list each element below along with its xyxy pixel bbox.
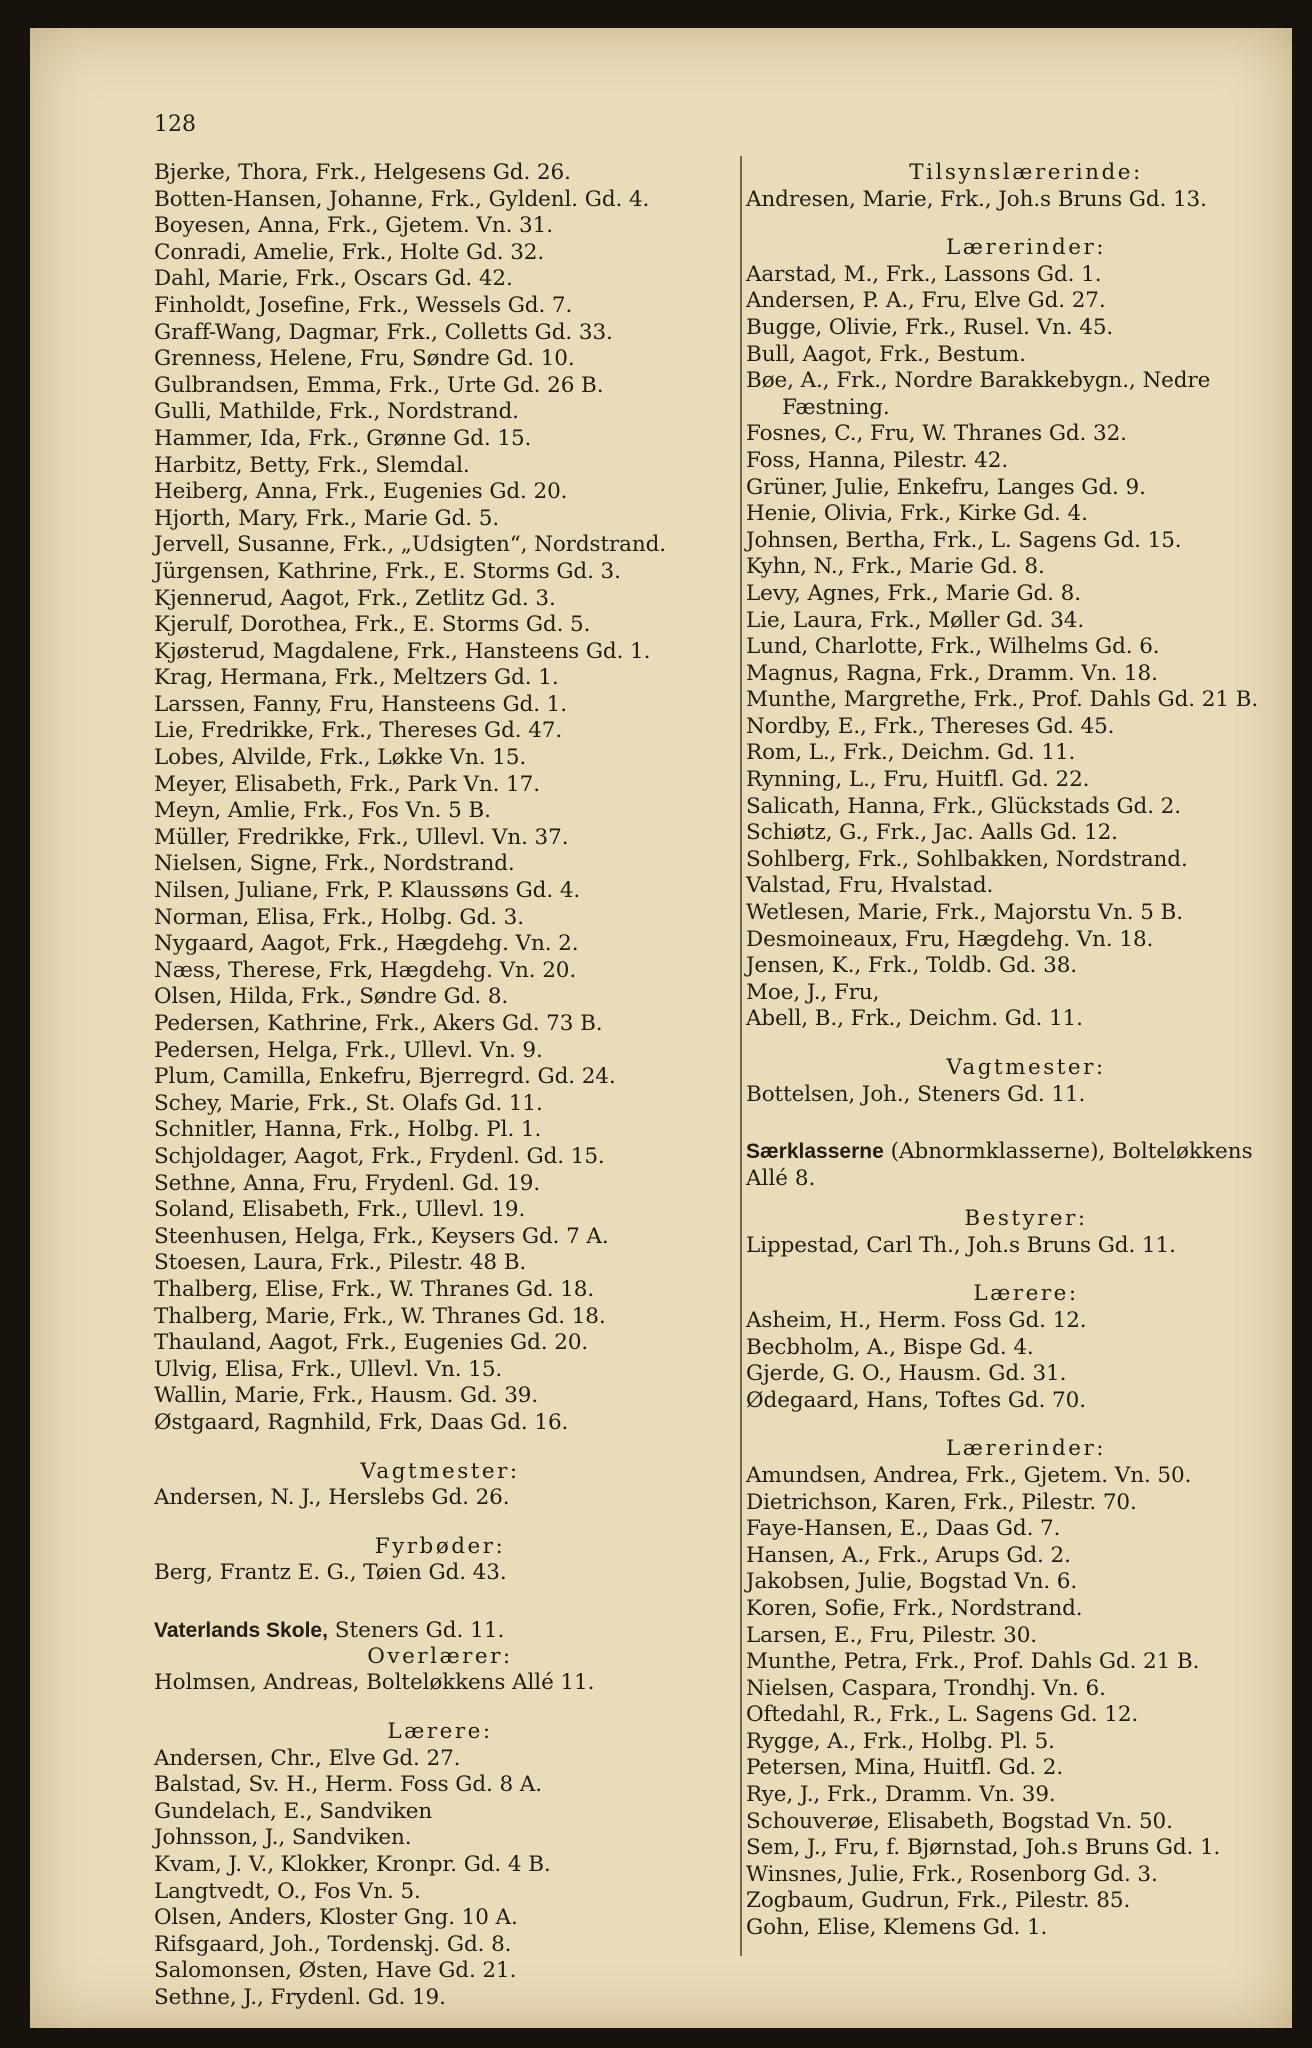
list-item-continuation-line xyxy=(746,395,1306,422)
list-item: Nielsen, Caspara, Trondhj. Vn. 6. xyxy=(746,1675,1106,1701)
list-item: Schey, Marie, Frk., St. Olafs Gd. 11. xyxy=(154,1090,543,1116)
list-item: Bjerke, Thora, Frk., Helgesens Gd. 26. xyxy=(154,160,571,185)
list-item: Dahl, Marie, Frk., Oscars Gd. 42. xyxy=(154,266,513,292)
list-item: Fosnes, C., Fru, W. Thranes Gd. 32. xyxy=(746,421,1127,447)
list-item: Lobes, Alvilde, Frk., Løkke Vn. 15. xyxy=(154,745,527,771)
list-item: Østgaard, Ragnhild, Frk, Daas Gd. 16. xyxy=(154,1409,569,1435)
page-number: 128 xyxy=(154,112,196,137)
list-item: Hansen, A., Frk., Arups Gd. 2. xyxy=(746,1542,1071,1568)
section-heading-fyrboder: Fyrbøder: xyxy=(374,1533,506,1559)
laerere-list xyxy=(154,1746,726,2012)
list-item: Thauland, Aagot, Frk., Eugenies Gd. 20. xyxy=(154,1330,589,1356)
list-item: Nordby, E., Frk., Thereses Gd. 45. xyxy=(746,713,1115,739)
list-item: Foss, Hanna, Pilestr. 42. xyxy=(746,447,1009,473)
list-item: Plum, Camilla, Enkefru, Bjerregrd. Gd. 24. xyxy=(154,1064,616,1090)
list-item: Boyesen, Anna, Frk., Gjetem. Vn. 31. xyxy=(154,213,553,239)
list-item: Meyn, Amlie, Frk., Fos Vn. 5 B. xyxy=(154,798,491,824)
list-item: Becbholm, A., Bispe Gd. 4. xyxy=(746,1334,1034,1360)
list-item: Sethne, J., Frydenl. Gd. 19. xyxy=(154,1985,446,2010)
list-item: Olsen, Hilda, Frk., Søndre Gd. 8. xyxy=(154,984,509,1010)
list-item: Rye, J., Frk., Dramm. Vn. 39. xyxy=(746,1782,1056,1808)
laererinder2-list xyxy=(746,1463,1306,1942)
school-name: Vaterlands Skole, xyxy=(154,1618,328,1642)
list-item: Wetlesen, Marie, Frk., Majorstu Vn. 5 B. xyxy=(746,900,1183,926)
section-heading-laererinder: Lærerinder: xyxy=(946,235,1106,261)
list-item: Heiberg, Anna, Frk., Eugenies Gd. 20. xyxy=(154,479,568,505)
laererinder-list xyxy=(746,262,1306,1033)
list-item: Norman, Elisa, Frk., Holbg. Gd. 3. xyxy=(154,904,524,930)
section-heading-laerere: Lærere: xyxy=(387,1719,493,1745)
list-item: Berg, Frantz E. G., Tøien Gd. 43. xyxy=(154,1560,507,1586)
list-item: Asheim, H., Herm. Foss Gd. 12. xyxy=(746,1307,1087,1333)
list-item: Holmsen, Andreas, Bolteløkkens Allé 11. xyxy=(154,1670,595,1696)
list-item: Lie, Laura, Frk., Møller Gd. 34. xyxy=(746,607,1085,633)
list-item: Sohlberg, Frk., Sohlbakken, Nordstrand. xyxy=(746,846,1188,872)
list-item: Kjerulf, Dorothea, Frk., E. Storms Gd. 5. xyxy=(154,612,591,638)
list-item: Müller, Fredrikke, Frk., Ullevl. Vn. 37. xyxy=(154,824,569,850)
list-item: Levy, Agnes, Frk., Marie Gd. 8. xyxy=(746,580,1081,606)
list-item: Nilsen, Juliane, Frk, P. Klaussøns Gd. 4. xyxy=(154,878,581,904)
school-address-line1: (Abnormklasserne), Bolteløkkens xyxy=(883,1139,1253,1165)
list-item: Lippestad, Carl Th., Joh.s Bruns Gd. 11. xyxy=(746,1232,1176,1258)
list-item: Aarstad, M., Frk., Lassons Gd. 1. xyxy=(746,261,1102,287)
right-column xyxy=(746,160,1306,1942)
list-item: Langtvedt, O., Fos Vn. 5. xyxy=(154,1878,421,1904)
list-item: Bull, Aagot, Frk., Bestum. xyxy=(746,341,1026,367)
list-item: Gundelach, E., Sandviken xyxy=(154,1798,433,1824)
list-item: Desmoineaux, Fru, Hægdehg. Vn. 18. xyxy=(746,926,1154,952)
school-address: Steners Gd. 11. xyxy=(327,1617,505,1643)
list-item: Dietrichson, Karen, Frk., Pilestr. 70. xyxy=(746,1489,1137,1515)
section-heading-laerere-right: Lærere: xyxy=(973,1281,1079,1307)
list-item: Lund, Charlotte, Frk., Wilhelms Gd. 6. xyxy=(746,634,1160,660)
list-item: Ødegaard, Hans, Toftes Gd. 70. xyxy=(746,1387,1086,1413)
list-item: Rom, L., Frk., Deichm. Gd. 11. xyxy=(746,740,1076,766)
list-item: Finholdt, Josefine, Frk., Wessels Gd. 7. xyxy=(154,292,573,318)
list-item: Johnsson, J., Sandviken. xyxy=(154,1825,412,1851)
list-item: Faye-Hansen, E., Daas Gd. 7. xyxy=(746,1516,1061,1542)
list-item: Rifsgaard, Joh., Tordenskj. Gd. 8. xyxy=(154,1931,512,1957)
column-divider xyxy=(740,156,742,1956)
list-item: Schiøtz, G., Frk., Jac. Aalls Gd. 12. xyxy=(746,820,1118,846)
list-item: Kjøsterud, Magdalene, Frk., Hansteens Gd. 1. xyxy=(154,638,651,664)
section-heading-bestyrer: Bestyrer: xyxy=(964,1206,1088,1232)
list-item: Andersen, N. J., Herslebs Gd. 26. xyxy=(154,1485,510,1511)
left-column xyxy=(154,160,726,2012)
list-item: Schjoldager, Aagot, Frk., Frydenl. Gd. 15. xyxy=(154,1143,605,1169)
list-item: Andersen, P. A., Fru, Elve Gd. 27. xyxy=(746,288,1106,314)
list-item: Conradi, Amelie, Frk., Holte Gd. 32. xyxy=(154,239,545,265)
list-item: Grüner, Julie, Enkefru, Langes Gd. 9. xyxy=(746,474,1146,500)
list-item: Andersen, Chr., Elve Gd. 27. xyxy=(154,1745,461,1771)
list-item: Magnus, Ragna, Frk., Dramm. Vn. 18. xyxy=(746,660,1158,686)
directory-page xyxy=(30,28,1292,2028)
list-item: Steenhusen, Helga, Frk., Keysers Gd. 7 A. xyxy=(154,1223,609,1249)
list-item: Nygaard, Aagot, Frk., Hægdehg. Vn. 2. xyxy=(154,931,579,957)
list-item: Bottelsen, Joh., Steners Gd. 11. xyxy=(746,1081,1086,1107)
teacher-list xyxy=(154,160,726,1437)
list-item: Nielsen, Signe, Frk., Nordstrand. xyxy=(154,851,515,877)
list-item: Larssen, Fanny, Fru, Hansteens Gd. 1. xyxy=(154,691,567,717)
list-item: Meyer, Elisabeth, Frk., Park Vn. 17. xyxy=(154,771,540,797)
list-item: Gjerde, G. O., Hausm. Gd. 31. xyxy=(746,1361,1067,1387)
list-item: Henie, Olivia, Frk., Kirke Gd. 4. xyxy=(746,501,1088,527)
list-item: Petersen, Mina, Huitfl. Gd. 2. xyxy=(746,1755,1064,1781)
section-heading-vagtmester: Vagtmester: xyxy=(360,1458,520,1484)
list-item: Wallin, Marie, Frk., Hausm. Gd. 39. xyxy=(154,1383,539,1409)
list-item: Sem, J., Fru, f. Bjørnstad, Joh.s Bruns Gd. 1. xyxy=(746,1835,1221,1861)
list-item: Soland, Elisabeth, Frk., Ullevl. 19. xyxy=(154,1197,526,1223)
school-address-line2: Allé 8. xyxy=(746,1166,816,1192)
list-item: Koren, Sofie, Frk., Nordstrand. xyxy=(746,1595,1083,1621)
list-item: Balstad, Sv. H., Herm. Foss Gd. 8 A. xyxy=(154,1772,542,1798)
section-heading-overlaerer: Overlærer: xyxy=(367,1643,513,1669)
list-item: Thalberg, Marie, Frk., W. Thranes Gd. 18. xyxy=(154,1303,606,1329)
list-item: Pedersen, Helga, Frk., Ullevl. Vn. 9. xyxy=(154,1037,543,1063)
list-item: Abell, B., Frk., Deichm. Gd. 11. xyxy=(746,1006,1083,1032)
list-item: Hjorth, Mary, Frk., Marie Gd. 5. xyxy=(154,505,500,531)
list-item: Johnsen, Bertha, Frk., L. Sagens Gd. 15. xyxy=(746,527,1182,553)
list-item: Jakobsen, Julie, Bogstad Vn. 6. xyxy=(746,1569,1078,1595)
list-item: Bøe, A., Frk., Nordre Barakkebygn., Nedre xyxy=(746,368,1211,394)
list-item: Pedersen, Kathrine, Frk., Akers Gd. 73 B. xyxy=(154,1011,603,1036)
list-item: Jervell, Susanne, Frk., „Udsigten“, Nordstrand. xyxy=(154,532,667,558)
list-item: Winsnes, Julie, Frk., Rosenborg Gd. 3. xyxy=(746,1861,1158,1887)
list-item: Lie, Fredrikke, Frk., Thereses Gd. 47. xyxy=(154,718,563,744)
section-heading-tilsyn: Tilsynslærerinde: xyxy=(909,160,1143,185)
list-item: Salicath, Hanna, Frk., Glückstads Gd. 2. xyxy=(746,793,1181,819)
list-item: Moe, J., Fru, xyxy=(746,979,880,1005)
list-item: Zogbaum, Gudrun, Frk., Pilestr. 85. xyxy=(746,1888,1131,1914)
list-item: Andresen, Marie, Frk., Joh.s Bruns Gd. 13. xyxy=(746,186,1207,212)
list-item: Jensen, K., Frk., Toldb. Gd. 38. xyxy=(746,953,1078,979)
list-item: Ulvig, Elisa, Frk., Ullevl. Vn. 15. xyxy=(154,1356,503,1382)
list-item-continuation: Fæstning. xyxy=(782,394,890,420)
list-item: Kvam, J. V., Klokker, Kronpr. Gd. 4 B. xyxy=(154,1852,551,1878)
school-heading xyxy=(154,1617,726,1644)
list-item: Kyhn, N., Frk., Marie Gd. 8. xyxy=(746,554,1045,580)
list-item: Salomonsen, Østen, Have Gd. 21. xyxy=(154,1958,517,1984)
list-item: Thalberg, Elise, Frk., W. Thranes Gd. 18. xyxy=(154,1276,595,1302)
school-heading-right xyxy=(746,1138,1306,1165)
section-heading-vagtmester-right: Vagtmester: xyxy=(946,1055,1106,1080)
list-item: Rynning, L., Fru, Huitfl. Gd. 22. xyxy=(746,767,1090,793)
list-item: Næss, Therese, Frk, Hægdehg. Vn. 20. xyxy=(154,957,577,983)
list-item: Larsen, E., Fru, Pilestr. 30. xyxy=(746,1622,1038,1648)
list-item: Olsen, Anders, Kloster Gng. 10 A. xyxy=(154,1905,518,1931)
list-item: Botten-Hansen, Johanne, Frk., Gyldenl. Gd. 4. xyxy=(154,186,650,212)
list-item: Hammer, Ida, Frk., Grønne Gd. 15. xyxy=(154,425,532,451)
list-item: Munthe, Margrethe, Frk., Prof. Dahls Gd. 21 B. xyxy=(746,687,1259,713)
list-item: Jürgensen, Kathrine, Frk., E. Storms Gd. 3. xyxy=(154,558,621,584)
list-item: Gulli, Mathilde, Frk., Nordstrand. xyxy=(154,399,519,425)
list-item: Sethne, Anna, Fru, Frydenl. Gd. 19. xyxy=(154,1170,541,1196)
list-item: Krag, Hermana, Frk., Meltzers Gd. 1. xyxy=(154,665,559,691)
list-item: Valstad, Fru, Hvalstad. xyxy=(746,873,994,899)
list-item: Kjennerud, Aagot, Frk., Zetlitz Gd. 3. xyxy=(154,585,556,611)
list-item: Gohn, Elise, Klemens Gd. 1. xyxy=(746,1915,1048,1941)
list-item: Amundsen, Andrea, Frk., Gjetem. Vn. 50. xyxy=(746,1462,1192,1488)
list-item: Gulbrandsen, Emma, Frk., Urte Gd. 26 B. xyxy=(154,372,604,398)
list-item: Schnitler, Hanna, Frk., Holbg. Pl. 1. xyxy=(154,1117,542,1143)
list-item: Oftedahl, R., Frk., L. Sagens Gd. 12. xyxy=(746,1702,1139,1728)
list-item: Bugge, Olivie, Frk., Rusel. Vn. 45. xyxy=(746,314,1114,340)
list-item: Graff-Wang, Dagmar, Frk., Colletts Gd. 33. xyxy=(154,319,613,345)
list-item: Munthe, Petra, Frk., Prof. Dahls Gd. 21 B. xyxy=(746,1649,1200,1675)
section-heading-laererinder2: Lærerinder: xyxy=(946,1436,1106,1462)
list-item: Stoesen, Laura, Frk., Pilestr. 48 B. xyxy=(154,1250,527,1276)
school-name-right: Særklasserne xyxy=(746,1140,884,1164)
list-item: Grenness, Helene, Fru, Søndre Gd. 10. xyxy=(154,346,575,372)
list-item: Rygge, A., Frk., Holbg. Pl. 5. xyxy=(746,1728,1055,1754)
list-item: Schouverøe, Elisabeth, Bogstad Vn. 50. xyxy=(746,1808,1173,1834)
laerere-list-right xyxy=(746,1308,1306,1414)
list-item: Harbitz, Betty, Frk., Slemdal. xyxy=(154,452,470,478)
